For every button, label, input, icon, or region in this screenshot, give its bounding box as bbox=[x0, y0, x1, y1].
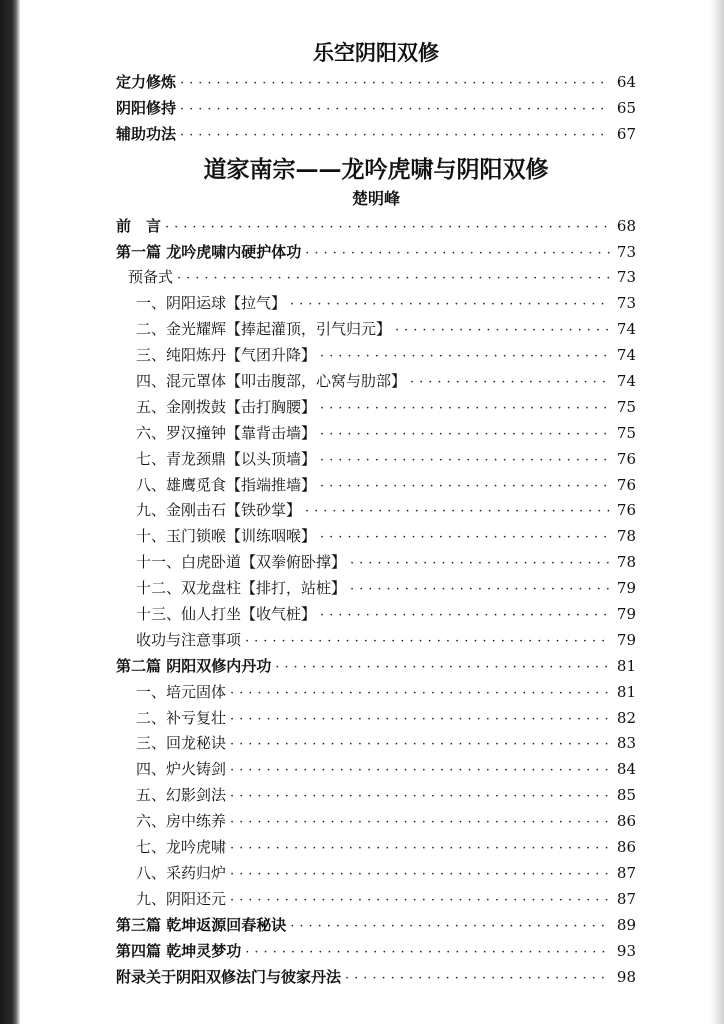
toc-entry[interactable] bbox=[116, 395, 636, 421]
dot-leader bbox=[320, 422, 610, 447]
toc-entry-page: 79 bbox=[616, 630, 636, 649]
toc-entry-label: 第一篇 龙吟虎啸内硬护体功 bbox=[116, 242, 302, 261]
section-title: 道家南宗——龙吟虎啸与阴阳双修 bbox=[203, 155, 549, 183]
dot-leader bbox=[320, 603, 610, 628]
toc-entry-label: 三、纯阳炼丹【气团升降】 bbox=[136, 346, 317, 365]
toc-entry-label: 十三、仙人打坐【收气桩】 bbox=[136, 605, 317, 624]
toc-entry[interactable] bbox=[116, 835, 636, 861]
toc-entry-page: 85 bbox=[616, 786, 636, 805]
toc-entry-label: 六、房中练养 bbox=[136, 812, 227, 831]
toc-entry-label: 六、罗汉撞钟【靠背击墙】 bbox=[136, 423, 317, 442]
toc-entry-label: 收功与注意事项 bbox=[136, 630, 242, 649]
toc-entry-label: 十二、双龙盘柱【排打，站桩】 bbox=[136, 579, 347, 598]
toc-entry-label: 五、幻影剑法 bbox=[136, 786, 227, 805]
toc-page bbox=[116, 36, 636, 990]
toc-entry[interactable] bbox=[116, 654, 636, 680]
toc-entry-label: 三、回龙秘诀 bbox=[136, 734, 227, 753]
dot-leader bbox=[275, 655, 610, 680]
dot-leader bbox=[180, 71, 610, 96]
toc-entry-page: 73 bbox=[616, 242, 636, 261]
dot-leader bbox=[410, 370, 610, 395]
toc-entry[interactable] bbox=[116, 809, 636, 835]
dot-leader bbox=[230, 888, 610, 913]
toc-entry-label: 四、混元罩体【叩击腹部，心窝与肋部】 bbox=[136, 372, 407, 391]
dot-leader bbox=[320, 474, 610, 499]
toc-entry-label: 预备式 bbox=[128, 268, 174, 287]
toc-entry[interactable] bbox=[116, 265, 636, 291]
dot-leader bbox=[320, 525, 610, 550]
dot-leader bbox=[230, 862, 610, 887]
toc-entry[interactable] bbox=[116, 498, 636, 524]
toc-entry[interactable] bbox=[116, 122, 636, 148]
toc-entry[interactable] bbox=[116, 680, 636, 706]
toc-entry-label: 第四篇 乾坤灵梦功 bbox=[116, 941, 242, 960]
toc-entry[interactable] bbox=[116, 524, 636, 550]
toc-entry-label: 十、玉门锁喉【训练咽喉】 bbox=[136, 527, 317, 546]
toc-entry-label: 附录关于阴阳双修法门与彼家丹法 bbox=[116, 967, 342, 986]
toc-entry-page: 65 bbox=[616, 98, 636, 117]
toc-entry-page: 73 bbox=[616, 294, 636, 313]
toc-entry-label: 定力修炼 bbox=[116, 73, 177, 91]
section-title: 乐空阴阳双修 bbox=[313, 40, 439, 65]
toc-entry[interactable] bbox=[116, 291, 636, 317]
toc-entry[interactable] bbox=[116, 602, 636, 628]
dot-leader bbox=[180, 123, 610, 148]
toc-entry-page: 68 bbox=[616, 216, 636, 235]
toc-entry-label: 二、补亏复壮 bbox=[136, 708, 227, 727]
toc-entry-page: 98 bbox=[616, 967, 636, 986]
toc-entry-page: 64 bbox=[616, 73, 636, 91]
toc-entry-page: 76 bbox=[616, 475, 636, 494]
toc-entry[interactable] bbox=[116, 731, 636, 757]
toc-entry-label: 辅助功法 bbox=[116, 124, 177, 143]
dot-leader bbox=[320, 344, 610, 369]
dot-leader bbox=[350, 551, 610, 576]
dot-leader bbox=[305, 499, 610, 524]
toc-entry[interactable] bbox=[116, 240, 636, 266]
dot-leader bbox=[290, 914, 610, 939]
dot-leader bbox=[230, 758, 610, 783]
book-spine-shadow bbox=[0, 0, 20, 1024]
toc-entry-label: 二、金光耀辉【捧起灌顶，引气归元】 bbox=[136, 320, 392, 339]
dot-leader bbox=[320, 448, 610, 473]
toc-entry-page: 82 bbox=[616, 708, 636, 727]
dot-leader bbox=[245, 940, 610, 965]
toc-entry-page: 89 bbox=[616, 915, 636, 934]
toc-entry[interactable] bbox=[116, 783, 636, 809]
toc-entry-label: 九、金刚击石【铁砂掌】 bbox=[136, 501, 302, 520]
dot-leader bbox=[350, 577, 610, 602]
dot-leader bbox=[245, 629, 610, 654]
toc-entry-page: 74 bbox=[616, 346, 636, 365]
toc-entry-label: 四、炉火铸剑 bbox=[136, 760, 227, 779]
toc-entry[interactable] bbox=[116, 70, 636, 96]
toc-entry-page: 78 bbox=[616, 527, 636, 546]
toc-entry-page: 79 bbox=[616, 605, 636, 624]
toc-entry-page: 78 bbox=[616, 553, 636, 572]
toc-entry-page: 87 bbox=[616, 863, 636, 882]
dot-leader bbox=[230, 784, 610, 809]
toc-entry[interactable] bbox=[116, 214, 636, 240]
dot-leader bbox=[230, 681, 610, 706]
toc-entry-page: 81 bbox=[616, 682, 636, 701]
page-edge-shadow bbox=[710, 0, 724, 1024]
author-name: 楚明峰 bbox=[351, 188, 400, 208]
toc-entry-page: 74 bbox=[616, 320, 636, 339]
toc-entry[interactable] bbox=[116, 473, 636, 499]
toc-list bbox=[116, 214, 636, 991]
toc-entry[interactable] bbox=[116, 706, 636, 732]
toc-entry[interactable] bbox=[116, 343, 636, 369]
toc-entry-label: 七、青龙颈鼎【以头顶墙】 bbox=[136, 449, 317, 468]
dot-leader bbox=[230, 707, 610, 732]
toc-entry-page: 76 bbox=[616, 501, 636, 520]
toc-entry-label: 七、龙吟虎啸 bbox=[136, 838, 227, 857]
toc-entry[interactable] bbox=[116, 96, 636, 122]
dot-leader bbox=[230, 810, 610, 835]
toc-entry-label: 十一、白虎卧道【双拳俯卧撑】 bbox=[136, 553, 347, 572]
toc-entry[interactable] bbox=[116, 939, 636, 965]
toc-entry[interactable] bbox=[116, 757, 636, 783]
toc-entry-page: 74 bbox=[616, 372, 636, 391]
toc-entry-page: 93 bbox=[616, 941, 636, 960]
toc-entry-label: 一、阴阳运球【拉气】 bbox=[136, 294, 287, 313]
dot-leader bbox=[230, 732, 610, 757]
toc-entry-label: 第二篇 阴阳双修内丹功 bbox=[116, 656, 272, 675]
dot-leader bbox=[230, 836, 610, 861]
toc-entry[interactable] bbox=[116, 887, 636, 913]
toc-entry[interactable] bbox=[116, 576, 636, 602]
toc-entry-label: 一、培元固体 bbox=[136, 682, 227, 701]
toc-entry[interactable] bbox=[116, 965, 636, 991]
dot-leader bbox=[177, 266, 610, 291]
toc-entry-page: 83 bbox=[616, 734, 636, 753]
toc-entry-label: 第三篇 乾坤返源回春秘诀 bbox=[116, 915, 287, 934]
toc-entry-page: 87 bbox=[616, 889, 636, 908]
toc-entry[interactable] bbox=[116, 628, 636, 654]
dot-leader bbox=[305, 241, 610, 266]
dot-leader bbox=[180, 97, 610, 122]
toc-entry-label: 八、雄鹰觅食【指端推墙】 bbox=[136, 475, 317, 494]
toc-entry[interactable] bbox=[116, 447, 636, 473]
dot-leader bbox=[395, 318, 610, 343]
toc-entry[interactable] bbox=[116, 421, 636, 447]
toc-entry-label: 前 言 bbox=[116, 216, 162, 235]
dot-leader bbox=[165, 215, 610, 240]
toc-entry-label: 阴阳修持 bbox=[116, 98, 177, 117]
toc-entry-label: 五、金刚拨鼓【击打胸腰】 bbox=[136, 397, 317, 416]
toc-entry-page: 67 bbox=[616, 124, 636, 143]
dot-leader bbox=[345, 966, 610, 991]
toc-entry-page: 86 bbox=[616, 838, 636, 857]
toc-entry-page: 84 bbox=[616, 760, 636, 779]
dot-leader bbox=[290, 292, 610, 317]
toc-entry-label: 九、阴阳还元 bbox=[136, 889, 227, 908]
toc-entry[interactable] bbox=[116, 861, 636, 887]
toc-entry-page: 81 bbox=[616, 656, 636, 675]
toc-entry[interactable] bbox=[116, 369, 636, 395]
toc-entry-page: 76 bbox=[616, 449, 636, 468]
toc-entry[interactable] bbox=[116, 550, 636, 576]
toc-entry-label: 八、采药归炉 bbox=[136, 863, 227, 882]
toc-entry-page: 75 bbox=[616, 423, 636, 442]
toc-entry-page: 79 bbox=[616, 579, 636, 598]
dot-leader bbox=[320, 396, 610, 421]
toc-entry-page: 75 bbox=[616, 397, 636, 416]
toc-entry-page: 73 bbox=[616, 268, 636, 287]
toc-entry[interactable] bbox=[116, 913, 636, 939]
toc-entry[interactable] bbox=[116, 317, 636, 343]
toc-entry-page: 86 bbox=[616, 812, 636, 831]
